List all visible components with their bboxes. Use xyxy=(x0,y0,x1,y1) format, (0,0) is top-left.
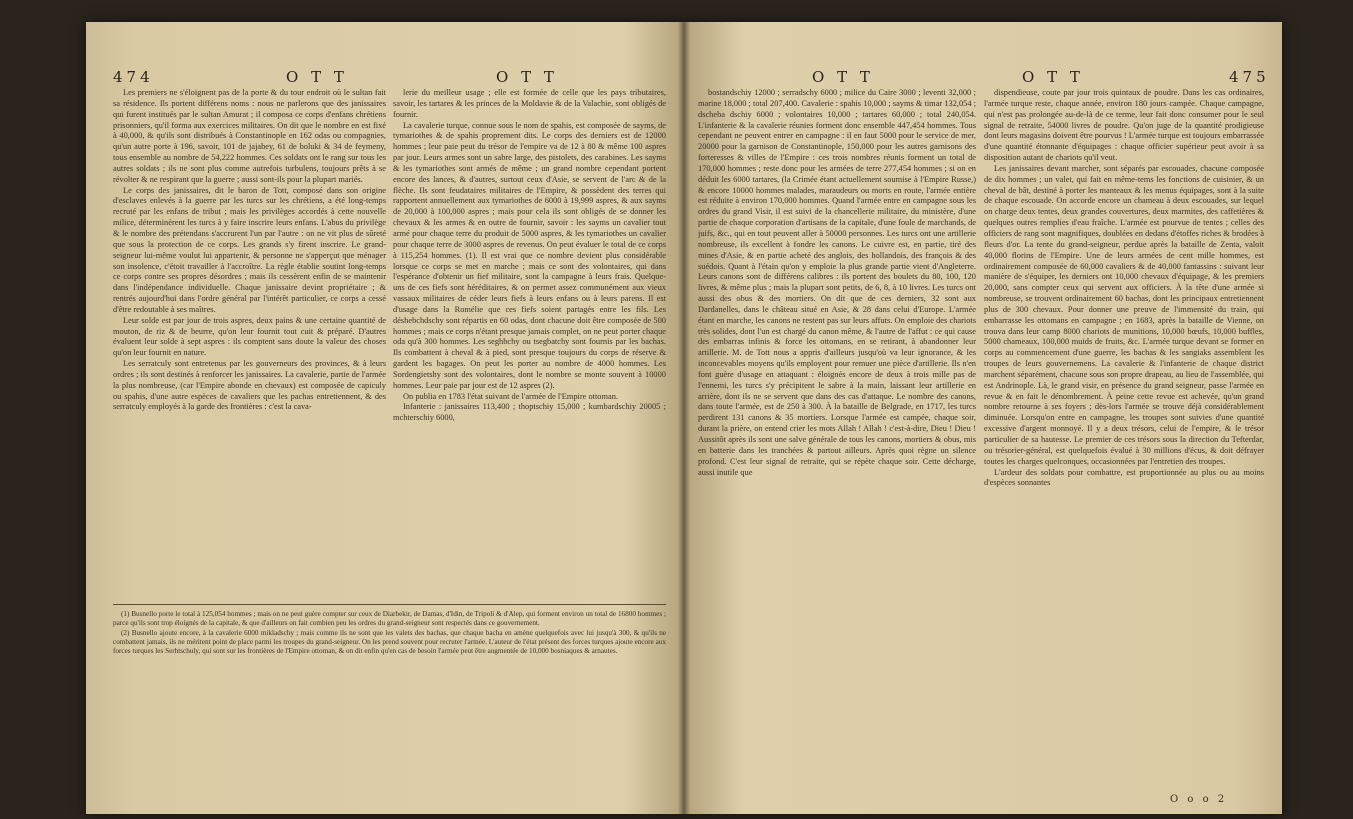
paragraph: Infanterie : janissaires 113,400 ; thoptschiy 15,000 ; kumbardschiy 20005 ; mchterschiy 6000, xyxy=(393,402,666,423)
footnote-rule xyxy=(113,604,666,605)
page-number: 474 xyxy=(113,68,154,86)
text-column-1 xyxy=(698,88,976,800)
footnote: (1) Busnello porte le total à 125,054 hommes ; mais on ne peut guère compter sur ceux de Diarbekir, de Damas, d'Idin, de Tripoli & d'Alep, qui forment environ un total de 16800 hommes ; parce qu'ils sont trop éloignés de la capitale, & que d'ailleurs on fait combien peu les ordres du grand-seigneur sont respectés dans ce gouvernement. xyxy=(113,610,666,627)
paragraph: dispendieuse, coute par jour trois quintaux de poudre. Dans les cas ordinaires, l'armée turque reste, chaque année, environ 180 jours campée. Chaque campagne, qui n'est pas prolongée au-de-là de ce terme, leur fait donc consumer pour le seul signal de retraite, 54000 livres de poudre. Qu'on juge de la quantité prodigieuse dont leurs magasins doivent être pourvus ! L'armée turque est toujours embarrassée d'une quantité étonnante d'équipages : chaque officier supérieur peut avoir à sa disposition autant de chariots qu'il veut. xyxy=(984,88,1264,163)
footnote: (2) Busnello ajoute encore, à la cavalerie 6000 mikladschy ; mais comme ils ne sont que les valets des bachas, que chaque bacha en amène quelquefois avec lui jusqu'à 300, & qu'ils ne combattent jamais, ils ne méritent point de place parmi les troupes du grand-seigneur. On les prend souvent pour recruter l'armée. L'auteur de l'état présent des forces turques ajoute encore aux forces turques les Serhtschuly, qui sont sur les frontières de l'Empire ottoman, & on dit enfin qu'en cas de besoin l'armée peut être augmentée de 10,000 bosniaques & arnautes. xyxy=(113,629,666,655)
running-head-right: O T T xyxy=(496,68,558,86)
paragraph: lerie du meilleur usage ; elle est formée de celle que les pays tributaires, savoir, les tartares & les princes de la Moldavie & de la Valachie, sont obligés de fournir. xyxy=(393,88,666,119)
page-number: 475 xyxy=(1229,68,1270,86)
right-page xyxy=(684,22,1282,814)
text-column-2 xyxy=(984,88,1264,800)
running-head-left: O T T xyxy=(286,68,348,86)
paragraph: Les serratculy sont entretenus par les gouverneurs des provinces, & à leurs ordres ; ils sont destinés à renforcer les janissaires. La cavalerie, partie de l'armée la plus nombreuse, (car l'Empire abonde en chevaux) est composée de capiculy ou spahis, d'une autre espèces de cavaliers que les pachas entretiennent, & des serratculy employés à la garde des frontières : c'est la cava- xyxy=(113,359,386,412)
running-head-right: O T T xyxy=(1022,68,1084,86)
paragraph: Les janissaires devant marcher, sont séparés par escouades, chacune composée de dix hommes ; un valet, qui fait en même-tems les fonctions de cuisinier, & un cheval de bât, destiné à porter les manteaux & les menus équipages, sont à la suite de chaque escouade. On accorde encore un chameau à deux escouades, sur lequel on charge deux tentes, deux grandes couvertures, deux marmites, des caffetières & quelques outres remplies d'eau fraîche. L'armée est pourvue de tentes ; celles des officiers de rang sont magnifiques, doublées en dedans d'étoffes riches & brodées à fleurs d'or. La tente du grand-seigneur, perdue après la bataille de Zenta, valoit 40,000 florins de l'Empire. Une de leurs armées de cent mille hommes, est ordinairement composée de 60,000 cavaliers & de 40,000 fantassins : suivant leur manière de s'équiper, les derniers ont 10,000 chevaux d'équipage, & les premiers 20,000, sans compter ceux qui servent aux officiers. À la tête d'une armée si nombreuse, se trouvent ordinairement 60 bachas, dont les principaux entretiennent plus de 300 chevaux. Pour donner une preuve de l'immensité du train, qui embarrasse les ottomans en campagne ; en 1683, après la bataille de Vienne, on trouva dans leur camp 8000 chariots de munitions, 10,000 bœufs, 10,000 buffles, 5000 chameaux, 100,000 muids de fruits, &c. L'armée turque devant se former en corps au commencement d'une guerre, les bachas & les sangiaks assemblent les troupes de leurs gouvernemens. La cavalerie & l'infanterie de chaque district marchent séparément, chacune sous son propre drapeau, au lieu de l'assemblée, qui est Andrinople. Là, le grand visir, en présence du grand seigneur, passe l'armée en revue & en fait le dénombrement. À peine cette revue est achevée, qu'un grand nombre retourne à ses foyers ; dès-lors l'armée se trouve déjà considérablement diminuée. Lorsqu'on entre en campagne, les troupes sont suivies d'une quantité excessive d'argent monnoyé. Il y a deux trésors, celui de l'empire, & le trésor particulier de sa hautesse. Le premier de ces trésors sous la direction du Tefterdar, ou trésorier-général, est quelquefois évalué à 30 millions d'écus, & doit défrayer toutes les charges quelconques, occasionnées par l'entretien des troupes. xyxy=(984,163,1264,466)
paragraph: On publia en 1783 l'état suivant de l'armée de l'Empire ottoman. xyxy=(403,391,619,401)
paragraph: Le corps des janissaires, dit le baron de Tott, composé dans son origine d'esclaves enlevés à la guerre par les turcs sur les chrétiens, a été long-temps recruté par les enfans de tribut ; mais les privilèges accordés à cette nouvelle milice, déterminèrent les turcs à y faire inscrire leurs enfans. L'abus du privilège & le nombre des prétendans s'accrurent l'un par l'autre : on ne vit plus de sûreté que sous la protection de ce corps. Les grands s'y firent inscrire. Le grand-seigneur lui-même voulut lui appartenir, & personne ne s'apperçut que ménager son insolence, c'étoit travailler à l'accroître. La règle établie soutint long-temps ce corps contre ses propres désordres ; mais ils cessèrent enfin de se maintenir dans l'indépendance individuelle. Chaque janissaire devint propriétaire ; & rentrés aujourd'hui dans l'ordre général par l'intérêt particulier, ce corps a cessé d'être redoutable à ses maîtres. xyxy=(113,185,386,314)
running-head-left: O T T xyxy=(812,68,874,86)
signature-mark: O o o 2 xyxy=(1170,794,1228,805)
text-column-2 xyxy=(393,88,666,596)
paragraph: La cavalerie turque, connue sous le nom de spahis, est composée de sayms, de tymariothes & de spahis proprement dits. Le corps des derniers est de 12000 hommes ; leur paie peut du trésor de l'empire va de 12 à 80 & même 100 aspres par jour. Leurs armes sont un sabre large, des pistolets, des carabines. Les sayms & les tymariothes sont armés de même ; un grand nombre cependant portent encore des lances, & d'autres, surtout ceux d'Asie, se servent de l'arc & de la flèche. Ils sont feudataires militaires de l'Empire, & possèdent des terres qui rapportent annuellement aux tymariothes de 6000 à 19,999 aspres, & aux sayms de 20,000 à 100,000 aspres ; mais pour cela ils sont obligés de se donner les chevaux & les armes & en outre de fournir, savoir : les sayms un cavalier tout armé pour chaque terre du produit de 5000 aspres, & les tymariothes un cavalier pour chaque terre de 3000 aspres de revenus. On peut évaluer le total de ce corps à 115,254 hommes. (1). Il est vrai que ce nombre devient plus considérable lorsque ce corps se met en marche ; mais ce sont des volontaires, qui dans l'espérance d'obtenir un fief militaire, sont la campagne à leurs frais. Quelque-uns de ces fiefs sont héréditaires, & on permet assez communément aux vieux vassaux militaires de céder leurs fiefs à leurs enfans ou à leurs parens. Il est d'usage dans la Romélie que ces fiefs soient partagés entre les fils. Les déshebchdschy sont répartis en 60 odas, dont chacune doit être composée de 500 hommes ; mais ce corps n'étant presque jamais complet, on ne peut porter chaque oda qu'à 300 hommes. Les seghbchy ou tsegbatchy sont fournis par les bachas. Ils combattent à cheval & à pied, sont presque toujours du corps de réserve & gardent les bagages. On peut les porter au nombre de 4000 hommes. Les Sordengietshy sont des volontaires, dont le nombre se monte souvent à 10000 hommes. Leur paie par jour est de 12 aspres (2). xyxy=(393,120,666,390)
text-column-1 xyxy=(113,88,386,596)
book-spread xyxy=(86,22,1282,814)
paragraph: L'ardeur des soldats pour combattre, est proportionnée au plus ou au moins d'espèces sonnantes xyxy=(984,467,1264,488)
footnotes xyxy=(113,610,666,720)
left-page xyxy=(86,22,684,814)
paragraph: Leur solde est par jour de trois aspres, deux pains & une certaine quantité de mouton, de riz & de beurre, qu'on leur fournit tout cuit & préparé. D'autres évaluent leur solde à sept aspres : ils comptent sans doute la valeur des choses qu'on leur fournit en nature. xyxy=(113,315,386,358)
paragraph: bostandschiy 12000 ; serradschy 6000 ; milice du Caire 3000 ; leventi 32,000 ; marine 18,000 ; total 207,400. Cavalerie : spahis 10,000 ; sayms & timar 132,054 ; dscheba dschiy 6000 ; volontaires 10,000 ; tartares 60,000 ; total 240,054. L'infanterie & la cavalerie réunies forment donc ensemble 447,454 hommes. Tous cependant ne peuvent entrer en campagne : il en faut 5000 pour le service de mer, 20000 pour la garnison de Constantinople, 150,000 pour les autres garnisons des forteresses & villes de l'Empire : ces trois nombres réunis forment un total de 170,000 hommes ; reste donc pour les armées de terre 277,454 hommes ; si on en déduit les 6000 tartares, (la Crimée étant actuellement soumise à l'Empire Russe,) & encore 10000 hommes malades, maraudeurs ou morts en route, l'armée entière est réduite à environ 170,000 hommes. Quand l'armée entre en campagne sous les ordres du grand Visir, il est suivi de la chancellerie militaire, du ministère, d'une partie de chaque corporation d'artisans de la capitale, d'une foule de marchands, de juifs, &c., qui en tout peuvent aller à 50000 personnes. Les turcs ont une artillerie nombreuse, ils excellent à fondre les canons. Le cuivre est, en partie, tiré des mines d'Asie, & en partie acheté des anglois, des hollandois, des françois & des suédois. Quant à l'étain qu'on y emploie la plus grande partie vient d'Angleterre. Leurs canons sont de différens calibres : ils portent des boulets du 80, 100, 120 livres, & même plus ; mais la plupart sont petits, de 6, 8, à 10 livres. Les turcs ont aussi des obus & des mortiers. On dit que de ces derniers, 32 sont aux Dardanelles, dans le château situé en Asie, & 28 dans celui d'Europe. L'armée étant en marche, les canons ne restent pas sur leurs affuts. On emploie des chariots très solides, dont l'un est chargé du canon même, & l'autre de l'affut : ce qui cause des embarras infinis & force les ottomans, en se retirant, à abandonner leur artillerie. M. de Tott nous a appris d'ailleurs jusqu'où va leur ignorance, & les inconcevables moyens qu'ils employent pour remuer une pièce d'artillerie. Ils n'en font guère d'usage en attaquant : éloignés encore de deux à trois mille pas de l'ennemi, les turcs s'y précipitent le sabre à la main, laissant leur artillerie en arrière, dont ils ne se servent que dans des cas d'attaque. Le nombre des canons, dans toute l'armée, est de 250 à 300. À la bataille de Belgrade, en 1717, les turcs perdirent 131 canons & 35 mortiers. Lorsque l'armée est campée, chaque soir, durant la prière, on entend crier les mots Allah ! Allah ! c'est-à-dire, Dieu ! Dieu ! Aussitôt après ils sont une salve générale de tous les canons, mortiers & obus, mis en batterie dans les tranchées & partout ailleurs. Après quoi règne un silence profond. C'est leur signal de retraite, qui se répète chaque soir. Cette décharge, aussi inutile que xyxy=(698,88,976,477)
paragraph: Les premiers ne s'éloignent pas de la porte & du tour endroit où le sultan fait sa résidence. Ils portent différens noms : nous ne parlerons que des janissaires qui furent institués par le sultan Amurat ; il composa ce corps d'enfans chrétiens prisonniers, qu'il forma aux exercices militaires. On dit que le nombre en est fixé à 40,000, & qu'ils sont distribués à Constantinople en 162 odas ou compagnies, qu'un autre porte à 196, savoir, 101 de jajabey, 61 de boluki & 34 de feymeny, tous ensemble au nombre de 54,222 hommes. Ces soldats ont le rang sur tous les autres soldats ; ils ne sont plus comme autrefois turbulens, toujours prêts à se révolter & ne respirant que la guerre ; aussi sont-ils pour la plupart mariés. xyxy=(113,88,386,184)
